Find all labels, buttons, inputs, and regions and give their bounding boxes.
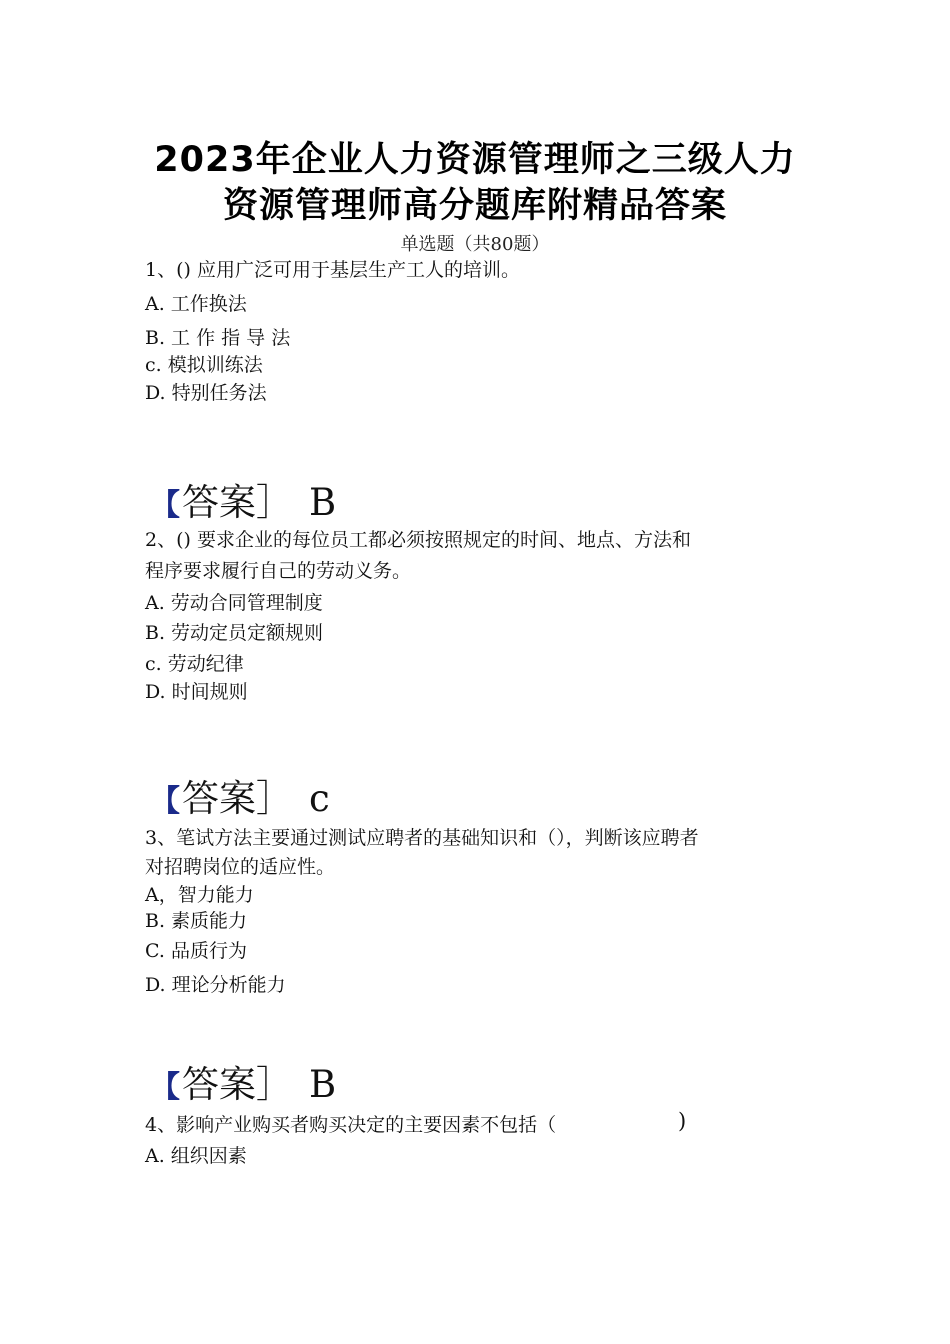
answer-bracket: 【 [150, 1070, 180, 1105]
question-2-option-c: c. 劳动纪律 [145, 653, 244, 675]
question-3-option-d: D. 理论分析能力 [145, 974, 286, 996]
question-2-option-b: B. 劳动定员定额规则 [145, 622, 324, 644]
answer-label: 答案］ [182, 1063, 293, 1106]
answer-label: 答案］ [182, 481, 293, 524]
question-3-stem-line1: 3、笔试方法主要通过测试应聘者的基础知识和（），判断该应聘者 [145, 827, 699, 849]
question-2-answer [150, 768, 330, 822]
question-3-stem-line2: 对招聘岗位的适应性。 [145, 856, 336, 878]
question-2-option-a: A. 劳动合同管理制度 [145, 592, 323, 614]
answer-bracket: 【 [150, 784, 180, 819]
document-title-line1: 2023年企业人力资源管理师之三级人力 [154, 140, 796, 180]
answer-label: 答案］ [182, 777, 293, 820]
answer-value: B [309, 1063, 337, 1106]
question-4-paren-close: ) [678, 1109, 687, 1133]
question-2-stem-line1: 2、() 要求企业的每位员工都必须按照规定的时间、地点、方法和 [145, 529, 691, 551]
answer-value: c [309, 777, 330, 820]
question-1-stem: 1、() 应用广泛可用于基层生产工人的培训。 [145, 259, 520, 281]
question-3-option-b: B. 素质能力 [145, 910, 248, 932]
question-1-answer [150, 472, 336, 526]
question-3-answer [150, 1054, 336, 1108]
question-3-option-a: A，智力能力 [145, 884, 254, 906]
question-1-option-c: c. 模拟训练法 [145, 354, 263, 376]
question-4-option-a: A. 组织因素 [145, 1145, 247, 1167]
answer-bracket: 【 [150, 488, 180, 523]
document-title-line2: 资源管理师高分题库附精品答案 [222, 186, 727, 226]
question-2-option-d: D. 时间规则 [145, 681, 248, 703]
question-2-stem-line2: 程序要求履行自己的劳动义务。 [145, 560, 412, 582]
section-subtitle: 单选题（共80题） [400, 234, 550, 255]
question-3-option-c: C. 品质行为 [145, 940, 247, 962]
question-4-stem: 4、影响产业购买者购买决定的主要因素不包括（ [145, 1114, 557, 1136]
question-1-option-a: A. 工作换法 [145, 293, 247, 315]
question-1-option-d: D. 特别任务法 [145, 382, 267, 404]
answer-value: B [309, 481, 337, 524]
question-1-option-b: B. 工 作 指 导 法 [145, 327, 291, 349]
